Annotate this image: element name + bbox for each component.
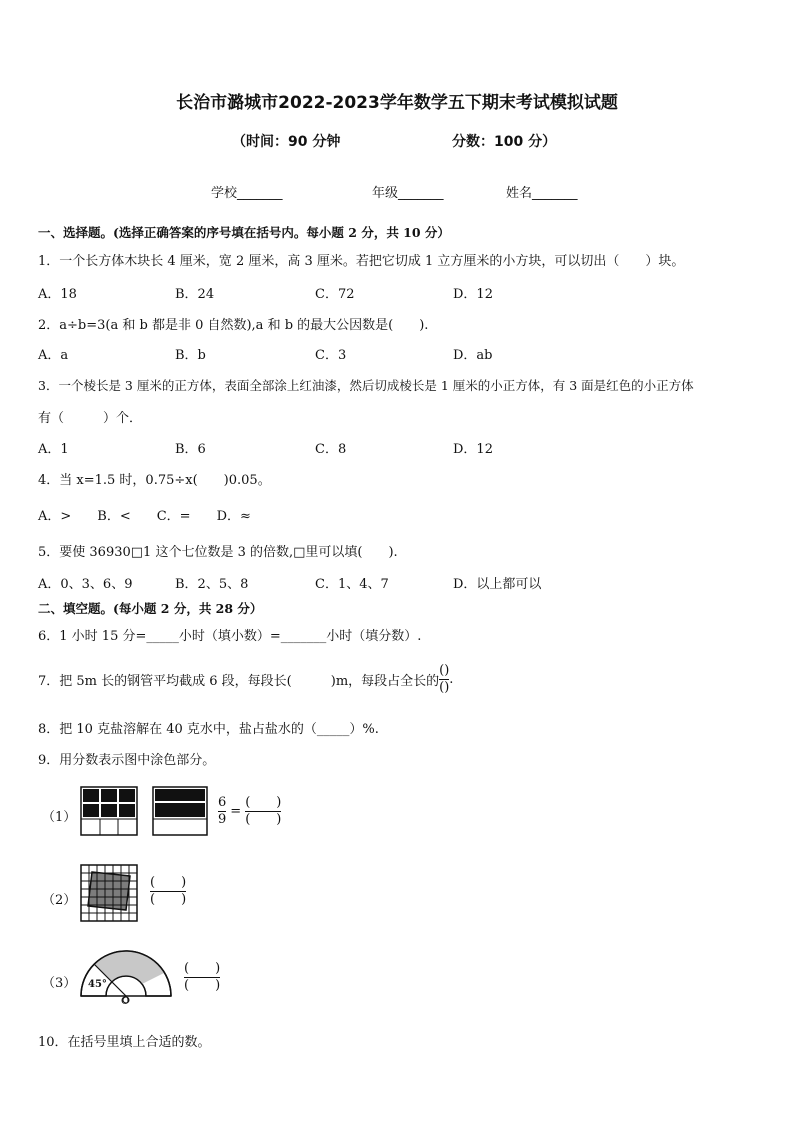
q7-period: . xyxy=(449,672,454,687)
q5-option-d: D．以上都可以 xyxy=(453,577,542,592)
q7-fraction-denominator: () xyxy=(439,680,450,695)
question-3-line2: 有（ ）个． xyxy=(38,411,143,426)
fig2-answer-fraction xyxy=(150,876,186,907)
fig1-grid-b xyxy=(152,786,210,838)
fig2-label: （2） xyxy=(42,893,77,908)
fig1-denominator: 9 xyxy=(218,812,227,827)
question-4: 4．当 x=1.5 时，0.75÷x( )0.05。 xyxy=(38,473,271,488)
q1-option-c: C．72 xyxy=(315,287,355,302)
blank-fraction xyxy=(150,876,186,907)
question-6: 6．1 小时 15 分=_____小时（填小数）=_______小时（填分数）. xyxy=(38,629,422,644)
q7-text: 7．把 5m 长的钢管平均截成 6 段，每段长( )m，每段占全长的 xyxy=(38,674,440,689)
q2-option-b: B．b xyxy=(175,348,206,363)
question-9: 9．用分数表示图中涂色部分。 xyxy=(38,753,216,768)
blank-fraction xyxy=(184,962,220,993)
fig3-angle-label: 45° xyxy=(88,979,107,990)
q1-option-d: D．12 xyxy=(453,287,493,302)
blank-numerator: ( ) xyxy=(184,961,221,976)
question-1: 1．一个长方体木块长 4 厘米，宽 2 厘米，高 3 厘米。若把它切成 1 立方厘米的小方块，可以切出（ ）块。 xyxy=(38,254,685,269)
q3-option-c: C．8 xyxy=(315,442,347,457)
fig3-center-label: O xyxy=(121,996,130,1007)
q7-fraction-numerator: () xyxy=(439,663,450,678)
fig3-label: （3） xyxy=(42,976,77,991)
exam-time: （时间：90 分钟 xyxy=(232,134,341,150)
q2-option-c: C．3 xyxy=(315,348,347,363)
q5-option-c: C．1、4、7 xyxy=(315,577,389,592)
fig2-grid xyxy=(80,864,142,924)
question-3-line1: 3．一个棱长是 3 厘米的正方体，表面全部涂上红油漆，然后切成棱长是 1 厘米的小正方体，有 3 面是红色的小正方体 xyxy=(38,378,694,393)
exam-title: 长治市潞城市2022-2023学年数学五下期末考试模拟试题 xyxy=(176,93,618,113)
question-10: 10．在括号里填上合适的数。 xyxy=(38,1035,211,1050)
q2-option-a: A．a xyxy=(38,348,69,363)
fig1-equation xyxy=(218,796,281,827)
fig1-grid-a xyxy=(80,786,140,838)
name-field: 姓名_______ xyxy=(506,186,578,201)
question-5: 5．要使 36930□1 这个七位数是 3 的倍数,□里可以填( ). xyxy=(38,545,398,560)
fig3-answer-fraction xyxy=(184,962,220,993)
q4-options: A．> B．< C．= D．≈ xyxy=(38,509,251,524)
q1-option-a: A．18 xyxy=(38,287,77,302)
q3-option-a: A．1 xyxy=(38,442,69,457)
fig1-numerator: 6 xyxy=(218,795,227,810)
section2-heading: 二、填空题。(每小题 2 分，共 28 分） xyxy=(38,601,263,616)
blank-numerator: ( ) xyxy=(150,875,187,890)
q5-option-b: B．2、5、8 xyxy=(175,577,249,592)
fig1-fraction xyxy=(218,796,226,827)
fig1-answer-fraction xyxy=(245,796,281,827)
q5-option-a: A．0、3、6、9 xyxy=(38,577,133,592)
equals-sign: = xyxy=(230,804,242,819)
section1-heading: 一、选择题。(选择正确答案的序号填在括号内。每小题 2 分，共 10 分） xyxy=(38,225,450,240)
grade-field: 年级_______ xyxy=(372,186,444,201)
q7-fraction xyxy=(439,664,449,695)
blank-numerator: ( ) xyxy=(245,795,282,810)
q2-option-d: D．ab xyxy=(453,348,493,363)
question-8: 8．把 10 克盐溶解在 40 克水中，盐占盐水的（_____）%. xyxy=(38,722,379,737)
q3-option-d: D．12 xyxy=(453,442,493,457)
q1-option-b: B．24 xyxy=(175,287,215,302)
q3-option-b: B．6 xyxy=(175,442,206,457)
blank-denominator: ( ) xyxy=(150,892,187,907)
blank-denominator: ( ) xyxy=(245,812,282,827)
school-field: 学校_______ xyxy=(211,186,283,201)
fig1-label: （1） xyxy=(42,810,77,825)
exam-score: 分数：100 分） xyxy=(452,134,557,150)
question-7 xyxy=(38,664,453,695)
blank-denominator: ( ) xyxy=(184,978,221,993)
question-2: 2．a÷b=3(a 和 b 都是非 0 自然数),a 和 b 的最大公因数是( ). xyxy=(38,318,429,333)
